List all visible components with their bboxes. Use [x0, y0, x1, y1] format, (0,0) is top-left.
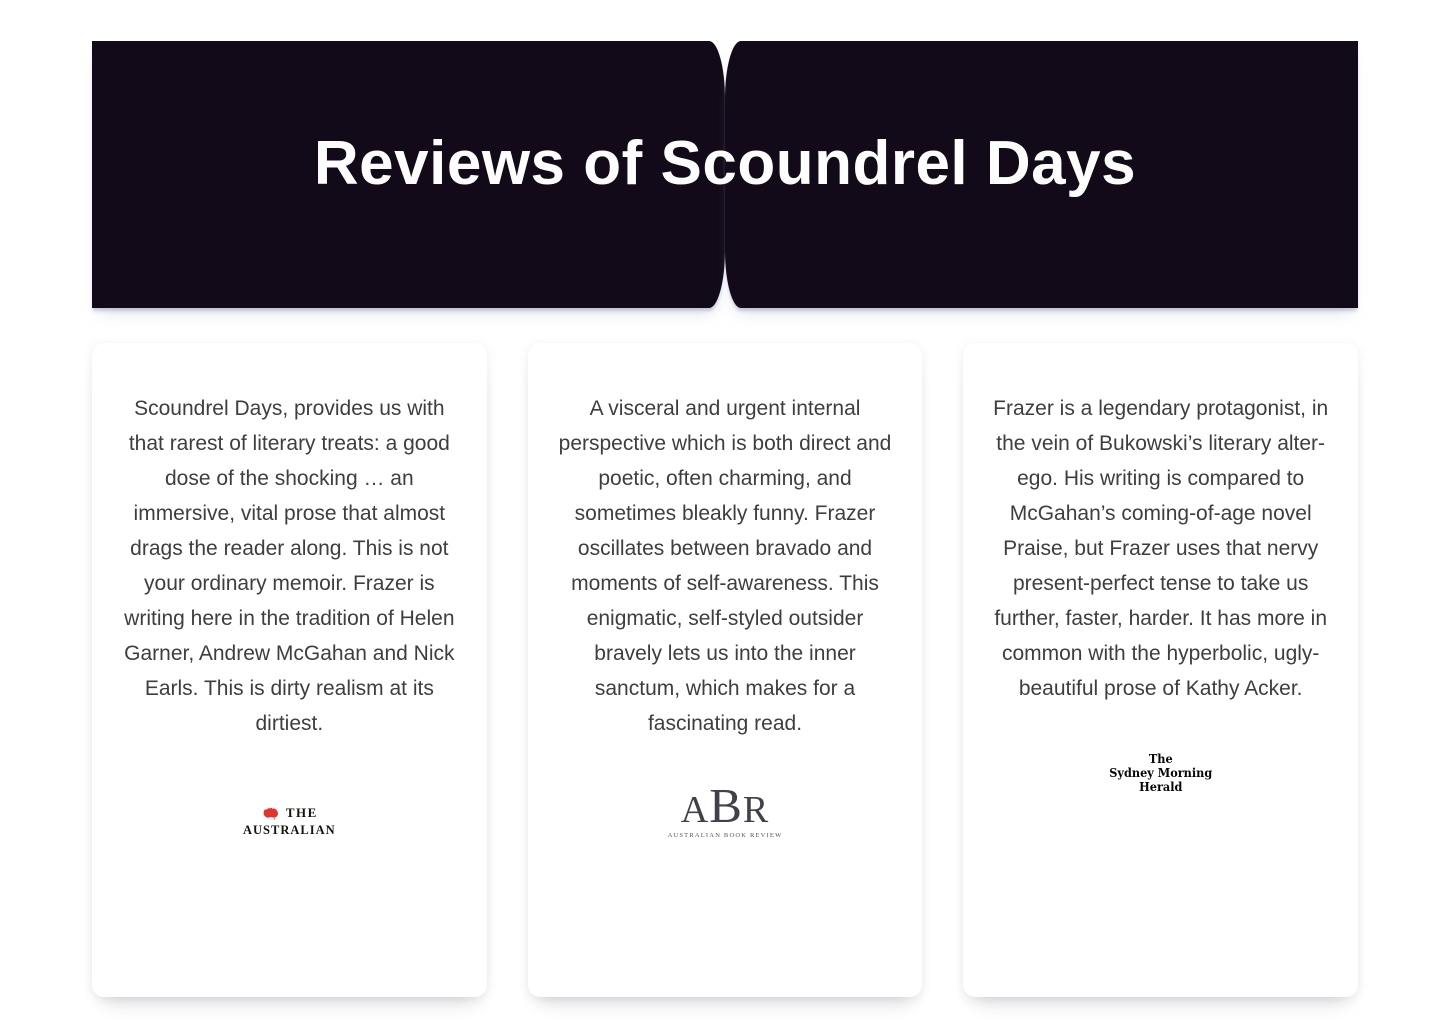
smh-logo-line1: The — [1148, 752, 1173, 766]
review-card-abr — [528, 343, 923, 997]
abr-letter-r: R — [742, 789, 770, 831]
the-australian-logo — [243, 805, 336, 838]
page-title: Reviews of Scoundrel Days — [313, 129, 1137, 198]
abr-logo-letters — [668, 778, 783, 833]
smh-logo-line2: Sydney Morning — [1109, 766, 1213, 780]
review-quote: Frazer is a legendary protagonist, in the vein of Bukowski’s literary alter-ego. His writing is compared to McGahan’s coming-of-age novel Praise, but Frazer uses that nervy present-perfect tense to take us further, faster, harder. It has more in common with the hyperbolic, ugly-beautiful prose of Kathy Acker. — [993, 397, 1329, 700]
sydney-morning-herald-logo — [1109, 752, 1212, 794]
section-bottom-shadow — [0, 997, 1438, 1021]
review-quote: A visceral and urgent internal perspective which is both direct and poetic, often charming, and sometimes bleakly funny. Frazer oscillates between bravado and moments of self-awareness. This enigmatic, self-styled outsider bravely lets us into the inner sanctum, which makes for a fascinating read. — [558, 397, 892, 735]
reviews-section — [92, 343, 1358, 997]
smh-logo-line3: Herald — [1139, 780, 1183, 794]
review-quote: Scoundrel Days, provides us with that rarest of literary treats: a good dose of the shocking … an immersive, vital prose that almost drags the reader along. This is not your ordinary memoir. Frazer is writing here in the tradition of Helen Garner, Andrew McGahan and Nick Earls. This is dirty realism at its dirtiest. — [124, 397, 455, 735]
review-card-the-australian — [92, 343, 487, 997]
abr-letter-a: A — [680, 789, 710, 831]
abr-logo-subtitle: AUSTRALIAN BOOK REVIEW — [667, 832, 783, 839]
the-australian-logo-bottom: AUSTRALIAN — [243, 823, 336, 837]
header-banner — [92, 41, 1358, 308]
review-card-smh — [963, 343, 1358, 997]
abr-logo — [667, 778, 783, 840]
australia-map-icon — [261, 806, 280, 820]
abr-letter-b: B — [709, 778, 743, 833]
the-australian-logo-top: THE — [285, 805, 318, 820]
